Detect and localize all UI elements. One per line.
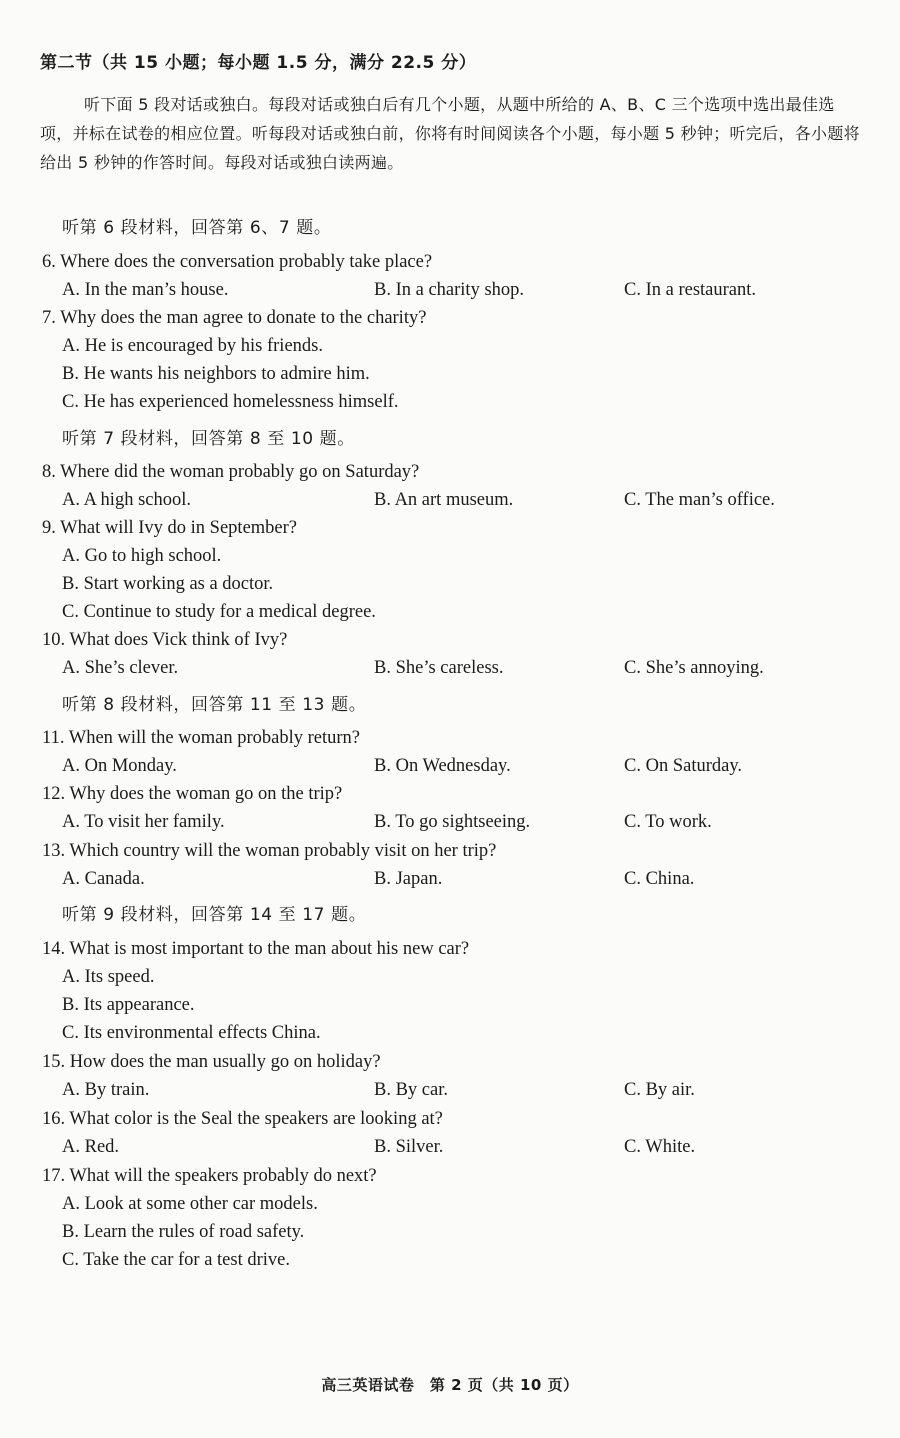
group-header-7: 听第 7 段材料，回答第 8 至 10 题。 bbox=[62, 429, 355, 449]
question-stem: 9. What will Ivy do in September? bbox=[42, 518, 298, 538]
option-c[interactable]: C. Continue to study for a medical degree. bbox=[62, 602, 376, 622]
group-header-9: 听第 9 段材料，回答第 14 至 17 题。 bbox=[62, 905, 367, 925]
question-stem: 7. Why does the man agree to donate to the charity? bbox=[42, 308, 427, 328]
question-15 bbox=[42, 1048, 862, 1104]
option-a[interactable]: A. In the man’s house. bbox=[62, 280, 229, 300]
option-b[interactable]: B. Start working as a doctor. bbox=[62, 574, 274, 594]
section-title: 第二节（共 15 小题；每小题 1.5 分，满分 22.5 分） bbox=[40, 53, 477, 73]
question-13 bbox=[42, 837, 862, 893]
option-b[interactable]: B. In a charity shop. bbox=[374, 280, 525, 300]
option-c[interactable]: C. China. bbox=[624, 869, 695, 889]
question-10 bbox=[42, 626, 862, 682]
option-b[interactable]: B. To go sightseeing. bbox=[374, 812, 531, 832]
question-11 bbox=[42, 724, 862, 780]
option-b[interactable]: B. An art museum. bbox=[374, 490, 514, 510]
group-header-8: 听第 8 段材料，回答第 11 至 13 题。 bbox=[62, 695, 367, 715]
option-c[interactable]: C. The man’s office. bbox=[624, 490, 775, 510]
question-14 bbox=[42, 935, 862, 1047]
question-12 bbox=[42, 780, 862, 836]
question-6 bbox=[42, 248, 862, 304]
question-8 bbox=[42, 458, 862, 514]
question-stem: 11. When will the woman probably return? bbox=[42, 728, 361, 748]
question-stem: 15. How does the man usually go on holiday? bbox=[42, 1052, 381, 1072]
question-stem: 14. What is most important to the man about his new car? bbox=[42, 939, 470, 959]
question-stem: 17. What will the speakers probably do next? bbox=[42, 1166, 377, 1186]
option-b[interactable]: B. Learn the rules of road safety. bbox=[62, 1222, 305, 1242]
question-stem: 16. What color is the Seal the speakers are looking at? bbox=[42, 1109, 443, 1129]
option-c[interactable]: C. To work. bbox=[624, 812, 712, 832]
option-a[interactable]: A. Red. bbox=[62, 1137, 120, 1157]
option-b[interactable]: B. Its appearance. bbox=[62, 995, 195, 1015]
question-stem: 10. What does Vick think of Ivy? bbox=[42, 630, 288, 650]
option-a[interactable]: A. On Monday. bbox=[62, 756, 177, 776]
option-b[interactable]: B. Silver. bbox=[374, 1137, 444, 1157]
option-c[interactable]: C. By air. bbox=[624, 1080, 695, 1100]
option-a[interactable]: A. By train. bbox=[62, 1080, 150, 1100]
question-7 bbox=[42, 304, 862, 416]
option-b[interactable]: B. By car. bbox=[374, 1080, 448, 1100]
option-a[interactable]: A. A high school. bbox=[62, 490, 191, 510]
option-b[interactable]: B. She’s careless. bbox=[374, 658, 504, 678]
option-c[interactable]: C. She’s annoying. bbox=[624, 658, 764, 678]
option-c[interactable]: C. Its environmental effects China. bbox=[62, 1023, 321, 1043]
option-a[interactable]: A. She’s clever. bbox=[62, 658, 179, 678]
option-a[interactable]: A. He is encouraged by his friends. bbox=[62, 336, 323, 356]
question-16 bbox=[42, 1105, 862, 1161]
question-stem: 6. Where does the conversation probably take place? bbox=[42, 252, 433, 272]
option-c[interactable]: C. He has experienced homelessness himself. bbox=[62, 392, 399, 412]
question-17 bbox=[42, 1162, 862, 1274]
option-c[interactable]: C. On Saturday. bbox=[624, 756, 743, 776]
question-stem: 12. Why does the woman go on the trip? bbox=[42, 784, 343, 804]
group-header-6: 听第 6 段材料，回答第 6、7 题。 bbox=[62, 218, 332, 238]
option-c[interactable]: C. Take the car for a test drive. bbox=[62, 1250, 290, 1270]
option-a[interactable]: A. Canada. bbox=[62, 869, 145, 889]
option-a[interactable]: A. To visit her family. bbox=[62, 812, 225, 832]
option-c[interactable]: C. In a restaurant. bbox=[624, 280, 757, 300]
option-b[interactable]: B. Japan. bbox=[374, 869, 443, 889]
page-footer: 高三英语试卷 第 2 页（共 10 页） bbox=[321, 1376, 579, 1394]
option-b[interactable]: B. He wants his neighbors to admire him. bbox=[62, 364, 370, 384]
section-instructions: 听下面 5 段对话或独白。每段对话或独白后有几个小题，从题中所给的 A、B、C 三个选项中选出最佳选项，并标在试卷的相应位置。听每段对话或独白前，你将有时间阅读各个小题，每小题 5 秒钟；听完后，各小题将给出 5 秒钟的作答时间。每段对话或独白读两遍。 bbox=[40, 95, 860, 172]
option-a[interactable]: A. Look at some other car models. bbox=[62, 1194, 318, 1214]
option-a[interactable]: A. Go to high school. bbox=[62, 546, 222, 566]
option-c[interactable]: C. White. bbox=[624, 1137, 696, 1157]
option-a[interactable]: A. Its speed. bbox=[62, 967, 155, 987]
question-stem: 13. Which country will the woman probably visit on her trip? bbox=[42, 841, 497, 861]
question-9 bbox=[42, 514, 862, 626]
option-b[interactable]: B. On Wednesday. bbox=[374, 756, 511, 776]
question-stem: 8. Where did the woman probably go on Saturday? bbox=[42, 462, 420, 482]
